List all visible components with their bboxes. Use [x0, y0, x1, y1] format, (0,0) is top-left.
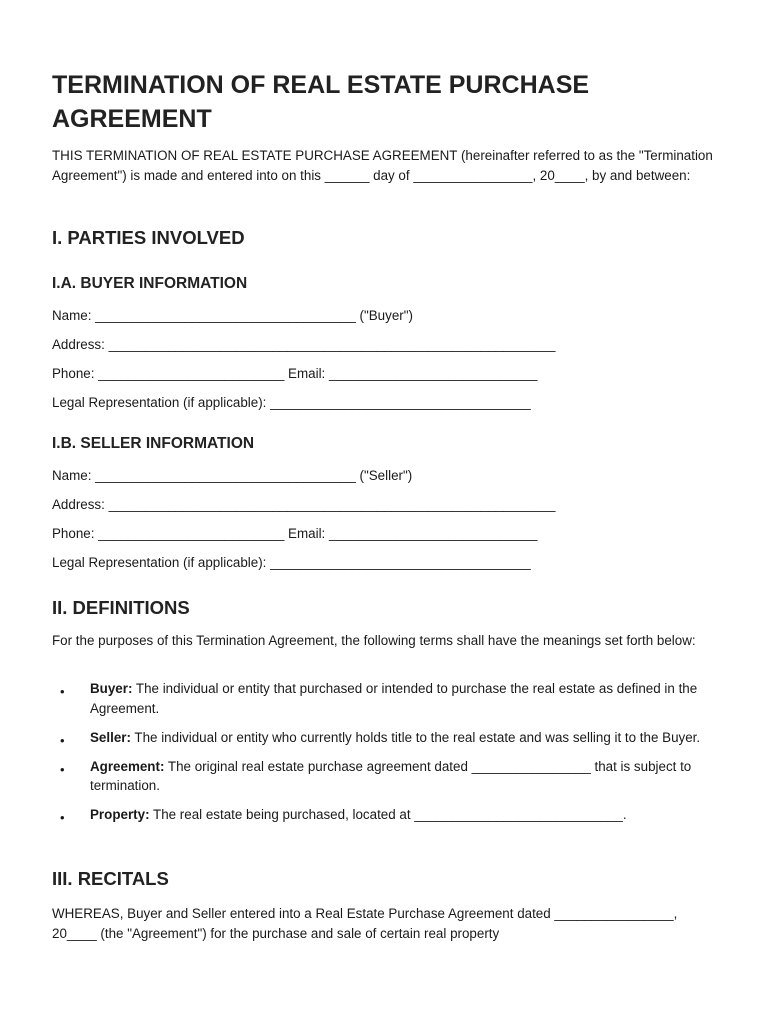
definition-term: Buyer: — [90, 681, 133, 696]
bullet-icon: • — [60, 732, 65, 748]
definitions-list — [52, 679, 722, 834]
definition-item — [52, 757, 722, 796]
buyer-address-field: Address: ____________________________________________________________ — [52, 337, 556, 352]
seller-info-heading: I.B. SELLER INFORMATION — [52, 435, 255, 452]
buyer-legal-rep-field: Legal Representation (if applicable): ___________________________________ — [52, 395, 531, 410]
recitals-paragraph: WHEREAS, Buyer and Seller entered into a Real Estate Purchase Agreement dated ________________, 20____ (the "Agreement") for the purchase and sale of certain real property — [52, 906, 678, 941]
definition-item — [52, 805, 722, 825]
definition-term: Agreement: — [90, 758, 165, 774]
definitions-intro: For the purposes of this Termination Agreement, the following terms shall have the meanings set forth below: — [52, 633, 696, 648]
bullet-icon: • — [60, 684, 65, 699]
definition-text: The real estate being purchased, located at ____________________________. — [149, 807, 627, 822]
seller-address-field: Address: ____________________________________________________________ — [52, 497, 556, 512]
definition-text: The individual or entity that purchased or intended to purchase the real estate as defined in the Agreement. — [90, 681, 698, 716]
intro-paragraph: THIS TERMINATION OF REAL ESTATE PURCHASE AGREEMENT (hereinafter referred to as the "Termination Agreement") is made and entered into on this ______ day of ________________, 20____, by and between: — [52, 148, 713, 183]
section-heading-definitions: II. DEFINITIONS — [52, 597, 190, 618]
buyer-info-heading: I.A. BUYER INFORMATION — [52, 275, 248, 292]
document-title: TERMINATION OF REAL ESTATE PURCHASE AGREEMENT — [52, 71, 590, 133]
definition-term: Property: — [90, 807, 150, 822]
definition-item — [52, 728, 722, 748]
buyer-name-field: Name: ___________________________________ ("Buyer") — [52, 308, 413, 323]
definition-item — [52, 679, 722, 718]
seller-phone-email-field: Phone: _________________________ Email: ____________________________ — [52, 526, 538, 541]
definition-text: The original real estate purchase agreement dated ________________ that is subject to termination. — [90, 758, 692, 793]
seller-name-field: Name: ___________________________________ ("Seller") — [52, 468, 413, 483]
section-heading-recitals: III. RECITALS — [52, 868, 169, 889]
section-heading-parties: I. PARTIES INVOLVED — [52, 227, 245, 248]
definition-term: Seller: — [90, 729, 131, 745]
seller-legal-rep-field: Legal Representation (if applicable): ___________________________________ — [52, 555, 531, 570]
definition-text: The individual or entity who currently holds title to the real estate and was selling it to the Buyer. — [130, 729, 701, 745]
bullet-icon: • — [60, 810, 65, 825]
bullet-icon: • — [60, 761, 65, 777]
buyer-phone-email-field: Phone: _________________________ Email: ____________________________ — [52, 366, 538, 381]
